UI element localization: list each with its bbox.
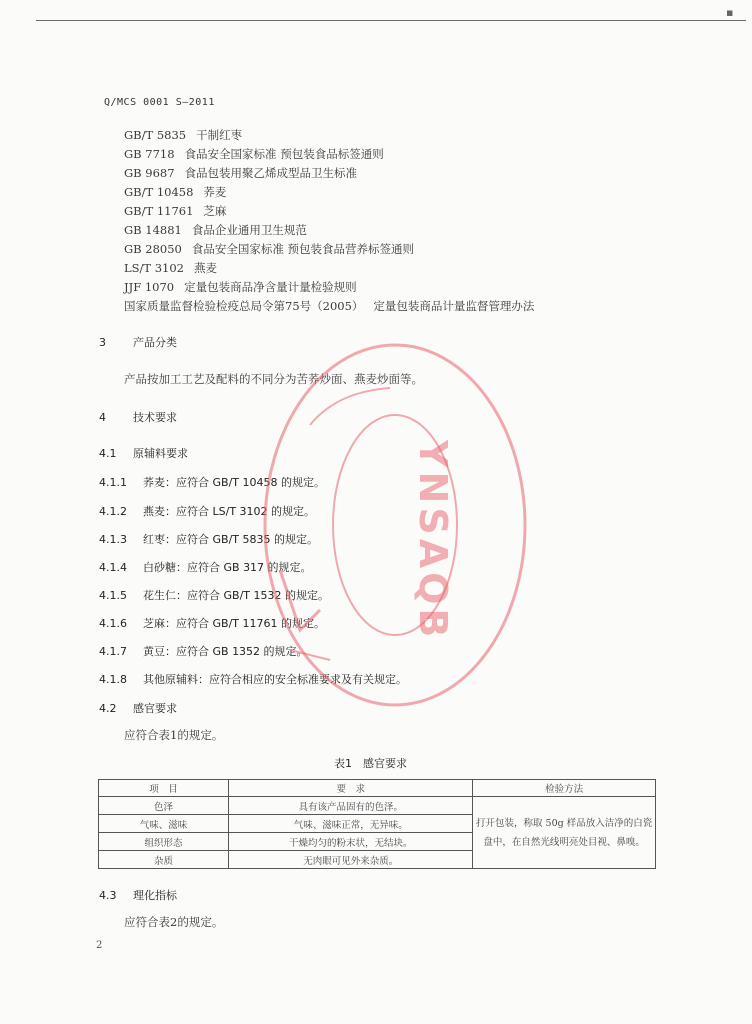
reference-list xyxy=(124,126,534,316)
requirement-item: 4.1.3 红枣：应符合 GB/T 5835 的规定。 xyxy=(99,533,318,546)
reference-item: GB/T 11761 芝麻 xyxy=(124,204,227,218)
reference-item: JJF 1070 定量包装商品净含量计量检验规则 xyxy=(124,280,357,294)
section-4-2-text: 应符合表1的规定。 xyxy=(124,728,224,742)
requirement-cell: 具有该产品固有的色泽。 xyxy=(229,797,473,815)
requirement-cell: 干燥均匀的粉末状，无结块。 xyxy=(229,833,473,851)
sensory-requirements-table xyxy=(98,779,656,869)
top-rule xyxy=(36,20,746,21)
requirement-item: 4.1.4 白砂糖：应符合 GB 317 的规定。 xyxy=(99,561,312,574)
reference-item: GB 28050 食品安全国家标准 预包装食品营养标签通则 xyxy=(124,242,415,256)
column-header: 检验方法 xyxy=(473,780,656,797)
requirement-cell: 无肉眼可见外来杂质。 xyxy=(229,851,473,869)
reference-item: GB/T 10458 荞麦 xyxy=(124,185,227,199)
item-cell: 色泽 xyxy=(99,797,229,815)
item-cell: 气味、滋味 xyxy=(99,815,229,833)
reference-item: GB/T 5835 干制红枣 xyxy=(124,128,243,142)
reference-item: GB 14881 食品企业通用卫生规范 xyxy=(124,223,307,237)
section-3-heading: 3 产品分类 xyxy=(99,336,177,349)
company-seal-stamp xyxy=(250,330,540,720)
method-cell: 打开包装，称取 50g 样品放入洁净的白瓷盘中，在自然光线明亮处目视、鼻嗅。 xyxy=(473,797,656,869)
reference-item: GB 9687 食品包装用聚乙烯成型品卫生标准 xyxy=(124,166,358,180)
item-cell: 杂质 xyxy=(99,851,229,869)
requirement-cell: 气味、滋味正常，无异味。 xyxy=(229,815,473,833)
column-header: 要 求 xyxy=(229,780,473,797)
table-row xyxy=(99,797,656,815)
table-1-title: 表1 感官要求 xyxy=(334,757,407,770)
svg-text:YNSAQB: YNSAQB xyxy=(411,440,455,642)
requirement-item: 4.1.1 荞麦：应符合 GB/T 10458 的规定。 xyxy=(99,476,325,489)
section-3-text: 产品按加工工艺及配料的不同分为苦荞炒面、燕麦炒面等。 xyxy=(124,372,423,386)
section-4-3-text: 应符合表2的规定。 xyxy=(124,915,224,929)
reference-item: 国家质量监督检验检疫总局令第75号（2005） 定量包装商品计量监督管理办法 xyxy=(124,299,535,313)
item-cell: 组织形态 xyxy=(99,833,229,851)
requirement-item: 4.1.8 其他原辅料：应符合相应的安全标准要求及有关规定。 xyxy=(99,673,407,686)
page-number: 2 xyxy=(96,940,103,951)
standard-code: Q/MCS 0001 S—2011 xyxy=(104,97,215,108)
requirement-item: 4.1.6 芝麻：应符合 GB/T 11761 的规定。 xyxy=(99,617,325,630)
section-4-heading: 4 技术要求 xyxy=(99,411,177,424)
section-4-3-heading: 4.3 理化指标 xyxy=(99,889,177,902)
reference-item: GB 7718 食品安全国家标准 预包装食品标签通则 xyxy=(124,147,384,161)
table-header-row xyxy=(99,780,656,797)
column-header: 项 目 xyxy=(99,780,229,797)
requirement-item: 4.1.2 燕麦：应符合 LS/T 3102 的规定。 xyxy=(99,505,316,518)
requirement-item: 4.1.7 黄豆：应符合 GB 1352 的规定。 xyxy=(99,645,308,658)
section-4-2-heading: 4.2 感官要求 xyxy=(99,702,177,715)
requirement-item: 4.1.5 花生仁：应符合 GB/T 1532 的规定。 xyxy=(99,589,329,602)
reference-item: LS/T 3102 燕麦 xyxy=(124,261,217,275)
section-4-1-heading: 4.1 原辅料要求 xyxy=(99,447,188,460)
corner-mark: ▪ xyxy=(726,6,734,19)
